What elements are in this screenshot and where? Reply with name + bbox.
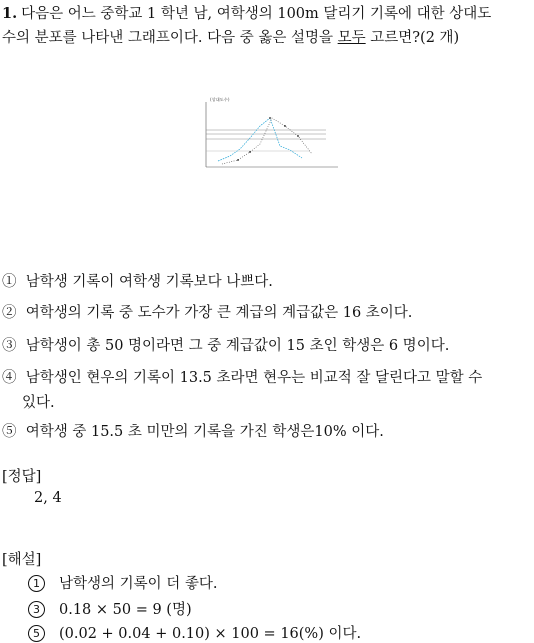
explanation-mark-3: 3 bbox=[28, 601, 45, 618]
option-1-mark: ① bbox=[2, 274, 17, 290]
question-emphasis: 모두 bbox=[337, 30, 366, 46]
option-5 bbox=[2, 422, 384, 442]
data-point bbox=[297, 135, 299, 137]
answer-label: [정답] bbox=[2, 469, 42, 485]
option-2-mark: ② bbox=[2, 305, 17, 321]
explanation-text-3: 0.18 × 50 = 9 (명) bbox=[59, 602, 192, 618]
explanation-mark-1: 1 bbox=[28, 575, 45, 592]
question-number: 1. bbox=[2, 5, 18, 22]
question-text-2a: 수의 분포를 나타낸 그래프이다. 다음 중 옳은 설명을 bbox=[2, 30, 338, 46]
series-line-2 bbox=[222, 118, 312, 164]
option-3-mark: ③ bbox=[2, 338, 17, 354]
option-1-text: 남학생 기록이 여학생 기록보다 나쁘다. bbox=[25, 274, 273, 290]
option-5-text: 여학생 중 15.5 초 미만의 기록을 가진 학생은10% 이다. bbox=[25, 424, 384, 440]
question-line-1 bbox=[2, 2, 491, 23]
explanation-item-3 bbox=[28, 598, 192, 619]
option-4-mark: ④ bbox=[2, 370, 17, 386]
option-4-continuation: 있다. bbox=[22, 395, 55, 411]
option-4-text: 남학생인 현우의 기록이 13.5 초라면 현우는 비교적 잘 달린다고 말할 수 bbox=[25, 370, 483, 386]
data-point bbox=[249, 151, 251, 153]
option-5-mark: ⑤ bbox=[2, 424, 17, 440]
answer-value: 2, 4 bbox=[34, 490, 62, 506]
explanation-text-5: (0.02 + 0.04 + 0.10) × 100 = 16(%) 이다. bbox=[59, 626, 362, 642]
chart-title: (상대도수) bbox=[210, 97, 230, 102]
option-3-text: 남학생이 총 50 명이라면 그 중 계급값이 15 초인 학생은 6 명이다. bbox=[25, 338, 450, 354]
data-point bbox=[269, 117, 271, 119]
explanation-item-1 bbox=[28, 572, 218, 593]
option-1 bbox=[2, 272, 273, 292]
relative-frequency-chart bbox=[190, 96, 350, 180]
question-text-1: 다음은 어느 중학교 1 학년 남, 여학생의 100m 달리기 기록에 대한 상대도 bbox=[21, 6, 492, 22]
data-point bbox=[237, 159, 239, 161]
option-2 bbox=[2, 303, 412, 323]
question-text-2b: 고르면?(2 개) bbox=[365, 30, 460, 46]
data-point bbox=[284, 125, 286, 127]
explanation-item-5 bbox=[28, 622, 361, 643]
explanation-text-1: 남학생의 기록이 더 좋다. bbox=[59, 576, 218, 592]
question-line-2 bbox=[2, 26, 459, 47]
option-4 bbox=[2, 368, 482, 388]
option-3 bbox=[2, 336, 449, 356]
explanation-mark-5: 5 bbox=[28, 625, 45, 642]
series-line-1 bbox=[218, 118, 302, 161]
option-2-text: 여학생의 기록 중 도수가 가장 큰 계급의 계급값은 16 초이다. bbox=[25, 305, 413, 321]
explanation-label: [해설] bbox=[2, 552, 42, 568]
